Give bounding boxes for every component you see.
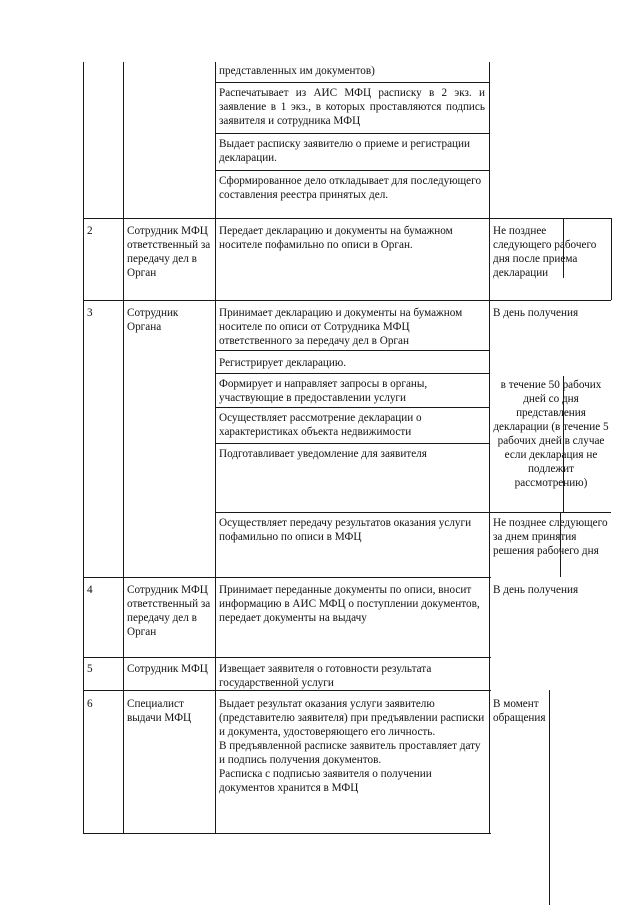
table-border-left	[83, 62, 84, 833]
term-text: Не позднее следующего за днем принятия решения рабочего дня	[493, 517, 608, 557]
row-number: 4	[87, 584, 93, 596]
row-number: 3	[87, 307, 93, 319]
row-divider	[83, 577, 491, 578]
step-divider	[215, 170, 489, 171]
responsible-text: Сотрудник МФЦ	[127, 663, 208, 675]
step-text: Подготавливает уведомление для заявителя	[219, 448, 427, 460]
responsible-text: Сотрудник МФЦ ответственный за передачу дел в Орган	[127, 584, 211, 638]
step-text: Принимает переданные документы по описи, вносит информацию в АИС МФЦ о поступлении документов, передает документы на выдачу	[219, 584, 480, 624]
step-text: Формирует и направляет запросы в органы, участвующие в предоставлении услуги	[219, 378, 428, 404]
term-text: Не позднее следующего рабочего дня после приема декларации	[493, 225, 597, 279]
step-text: представленных им документов)	[219, 65, 375, 77]
col-divider-3	[489, 62, 490, 833]
responsible-text: Сотрудник Органа	[127, 307, 179, 333]
row-number: 6	[87, 698, 93, 710]
term-text: В момент обращения	[493, 698, 546, 724]
row-divider	[83, 690, 491, 691]
step-text: Принимает декларацию и документы на бумажном носителе по описи от Сотрудника МФЦ ответственного за передачу дел в Орган	[219, 307, 463, 347]
table-border-right	[611, 218, 612, 300]
responsible-text: Сотрудник МФЦ ответственный за передачу дел в Орган	[127, 225, 211, 279]
step-text: Выдает расписку заявителю о приеме и регистрации декларации.	[219, 138, 471, 164]
row-divider	[83, 657, 491, 658]
row-number: 5	[87, 663, 93, 675]
step-text: Сформированное дело откладывает для последующего составления реестра принятых дел.	[219, 175, 482, 201]
row-divider	[83, 300, 611, 301]
term-text: В день получения	[493, 307, 579, 319]
step-divider	[215, 373, 489, 374]
step-divider	[215, 512, 489, 513]
step-text: Выдает результат оказания услуги заявителю (представителю заявителя) при предъявлении расписки и документа, удостоверяющего его личность. В предъявленной расписке заявитель проставляет дату и подпись получения документов. Расписка с подписью заявителя о получении документов хранится в МФЦ	[219, 698, 485, 794]
step-text: Распечатывает из АИС МФЦ расписку в 2 экз. и заявление в 1 экз., в которых проставляются подпись заявителя и сотрудника МФЦ	[219, 87, 485, 127]
row-divider	[83, 833, 491, 834]
responsible-text: Специалист выдачи МФЦ	[127, 698, 192, 724]
step-text: Осуществляет передачу результатов оказания услуги пофамильно по описи в МФЦ	[219, 517, 472, 543]
col-divider-2	[215, 62, 216, 833]
term-text: в течение 50 рабочих дней со дня представления декларации (в течение 5 рабочих дней в случае если декларация не подлежит рассмотрению)	[493, 379, 609, 489]
row-divider	[83, 218, 611, 219]
step-divider	[215, 133, 489, 134]
step-divider	[215, 407, 489, 408]
step-divider	[215, 82, 489, 83]
col-divider-1	[123, 62, 124, 833]
step-divider	[215, 350, 489, 351]
step-divider	[215, 443, 489, 444]
term-text: В день получения	[493, 584, 579, 596]
row-number: 2	[87, 225, 93, 237]
step-text: Осуществляет рассмотрение декларации о характеристиках объекта недвижимости	[219, 412, 422, 438]
step-text: Извещает заявителя о готовности результата государственной услуги	[219, 663, 432, 689]
step-text: Регистрирует декларацию.	[219, 357, 347, 369]
step-text: Передает декларацию и документы на бумажном носителе пофамильно по описи в Орган.	[219, 225, 453, 251]
term-divider	[489, 512, 611, 513]
